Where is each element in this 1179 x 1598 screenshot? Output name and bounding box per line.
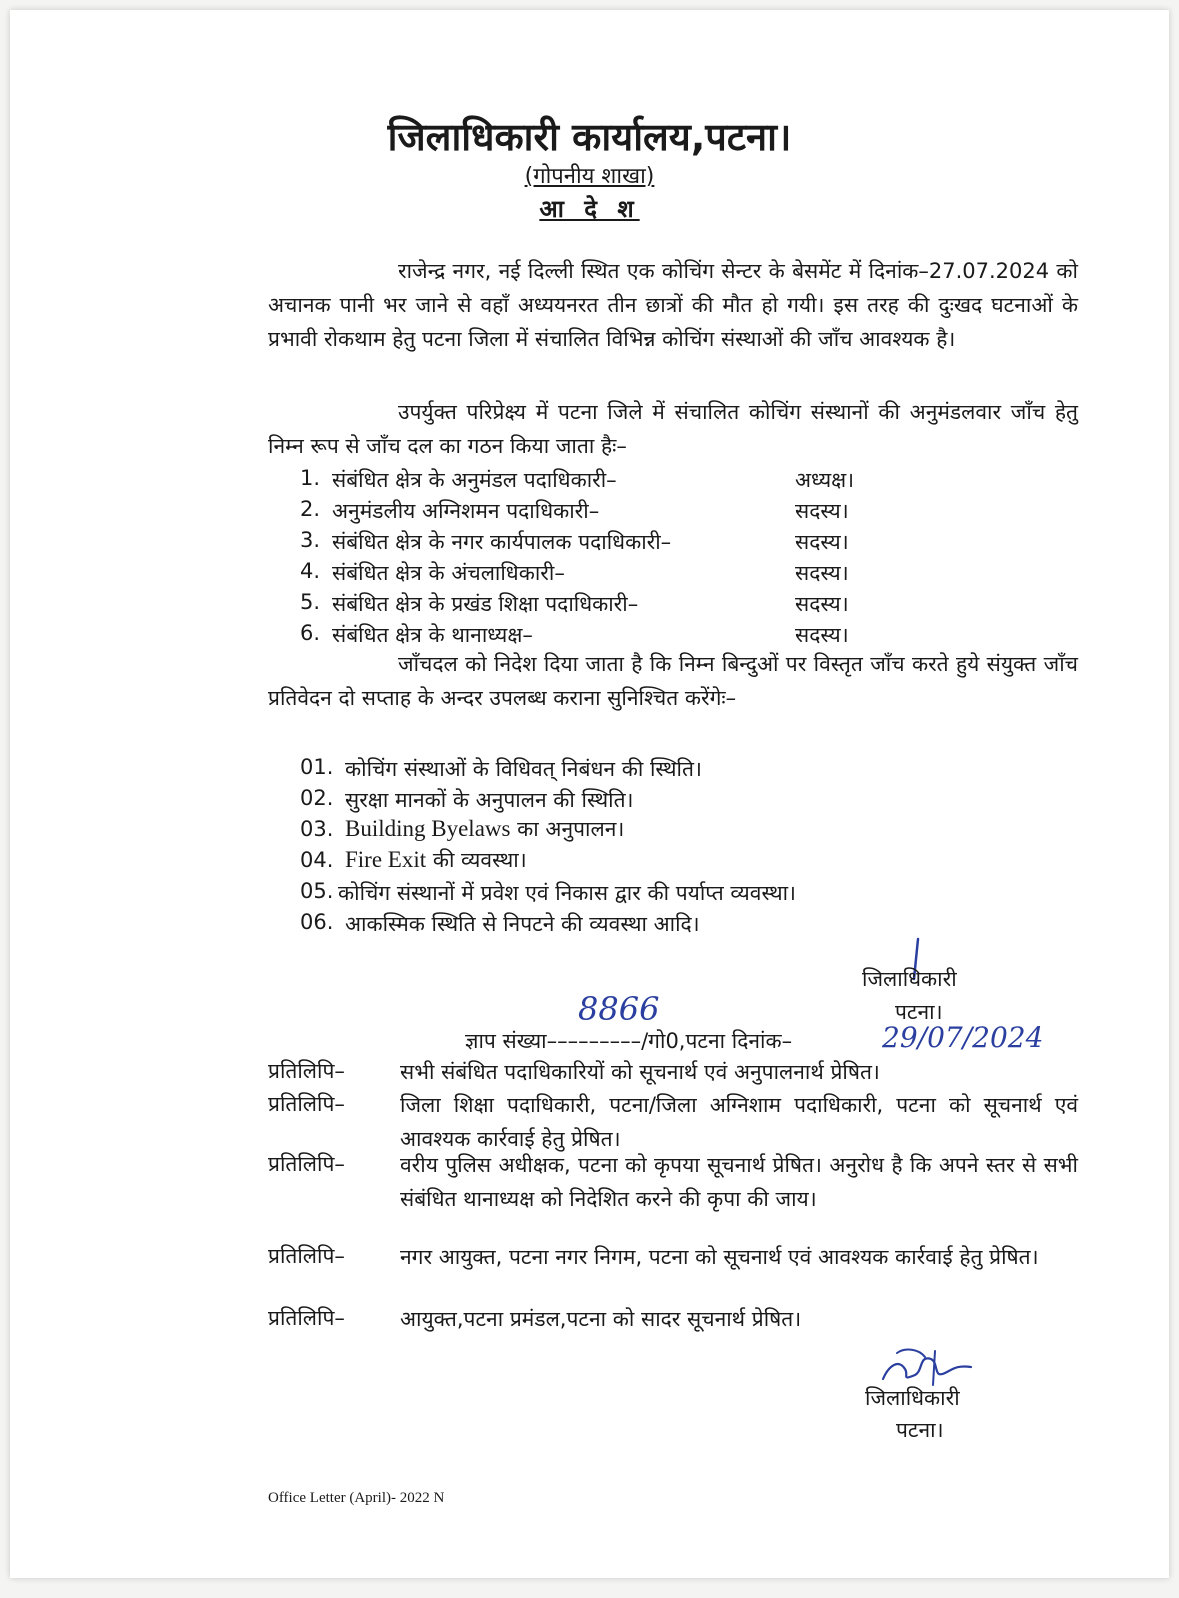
team-member: संबंधित क्षेत्र के प्रखंड शिक्षा पदाधिकारी–	[332, 592, 639, 616]
team-member: संबंधित क्षेत्र के अनुमंडल पदाधिकारी–	[332, 468, 617, 492]
team-member: अनुमंडलीय अग्निशमन पदाधिकारी–	[332, 499, 600, 523]
branch-subtitle: (गोपनीय शाखा)	[524, 164, 655, 189]
copy-text: सभी संबंधित पदाधिकारियों को सूचनार्थ एवं अनुपालनार्थ प्रेषित।	[400, 1060, 880, 1084]
team-member: संबंधित क्षेत्र के थानाध्यक्ष–	[332, 623, 533, 647]
team-num: 6.	[300, 621, 321, 645]
signatory-place: पटना।	[896, 1418, 944, 1442]
memo-line: ज्ञाप संख्या–––––––––/गो0,पटना दिनांक–	[465, 1029, 793, 1053]
copy-label: प्रतिलिपि–	[268, 1306, 345, 1330]
signatory-designation: जिलाधिकारी	[865, 1386, 960, 1410]
team-num: 2.	[300, 497, 321, 521]
team-member: संबंधित क्षेत्र के नगर कार्यपालक पदाधिकारी–	[332, 530, 672, 554]
point-item: Fire Exit की व्यवस्था।	[345, 847, 527, 872]
point-num: 01.	[300, 755, 334, 779]
signatory-place: पटना।	[895, 1000, 943, 1024]
point-num: 04.	[300, 848, 334, 872]
point-item: सुरक्षा मानकों के अनुपालन की स्थिति।	[345, 788, 634, 812]
memo-date: 29/07/2024	[882, 1021, 1044, 1054]
copy-label: प्रतिलिपि–	[268, 1244, 345, 1268]
copy-text: वरीय पुलिस अधीक्षक, पटना को कृपया सूचनार्थ प्रेषित। अनुरोध है कि अपने स्तर से सभी संबंधित थानाध्यक्ष को निदेशित करने की कृपा की जाय।	[400, 1153, 1078, 1211]
team-role: सदस्य।	[795, 499, 849, 523]
team-num: 5.	[300, 590, 321, 614]
team-role: सदस्य।	[795, 530, 849, 554]
point-num: 02.	[300, 786, 334, 810]
point-num: 03.	[300, 817, 334, 841]
point-item: कोचिंग संस्थाओं के विधिवत् निबंधन की स्थिति।	[345, 757, 702, 781]
point-num: 06.	[300, 910, 334, 934]
team-role: सदस्य।	[795, 592, 849, 616]
team-role: अध्यक्ष।	[795, 468, 855, 492]
team-role: सदस्य।	[795, 623, 849, 647]
copy-label: प्रतिलिपि–	[268, 1092, 345, 1116]
team-num: 4.	[300, 559, 321, 583]
footer-note: Office Letter (April)- 2022 N	[268, 1490, 445, 1506]
memo-number: 8866	[578, 990, 660, 1028]
team-role: सदस्य।	[795, 561, 849, 585]
point-item: Building Byelaws का अनुपालन।	[345, 816, 625, 841]
copy-text: नगर आयुक्त, पटना नगर निगम, पटना को सूचनार्थ एवं आवश्यक कार्रवाई हेतु प्रेषित।	[400, 1245, 1039, 1269]
order-heading: आ दे श	[539, 195, 640, 223]
signatory-designation: जिलाधिकारी	[862, 967, 957, 991]
copy-label: प्रतिलिपि–	[268, 1059, 345, 1083]
team-num: 3.	[300, 528, 321, 552]
office-title: जिलाधिकारी कार्यालय,पटना।	[387, 115, 792, 159]
copy-text: जिला शिक्षा पदाधिकारी, पटना/जिला अग्निशाम पदाधिकारी, पटना को सूचनार्थ एवं आवश्यक कार्रवाई हेतु प्रेषित।	[400, 1093, 1078, 1151]
team-num: 1.	[300, 466, 321, 490]
point-num: 05.	[300, 879, 334, 903]
intro-paragraph: राजेन्द्र नगर, नई दिल्ली स्थित एक कोचिंग सेन्टर के बेसमेंट में दिनांक–27.07.2024 को अचानक पानी भर जाने से वहाँ अध्ययनरत तीन छात्रों की मौत हो गयी। इस तरह की दुःखद घटनाओं के प्रभावी रोकथाम हेतु पटना जिला में संचालित विभिन्न कोचिंग संस्थाओं की जाँच आवश्यक है।	[268, 259, 1078, 351]
point-item: कोचिंग संस्थानों में प्रवेश एवं निकास द्वार की पर्याप्त व्यवस्था।	[338, 881, 797, 905]
point-item: आकस्मिक स्थिति से निपटने की व्यवस्था आदि।	[345, 912, 700, 936]
copy-text: आयुक्त,पटना प्रमंडल,पटना को सादर सूचनार्थ प्रेषित।	[400, 1307, 802, 1331]
team-member: संबंधित क्षेत्र के अंचलाधिकारी–	[332, 561, 565, 585]
team-paragraph: उपर्युक्त परिप्रेक्ष्य में पटना जिले में संचालित कोचिंग संस्थानों की अनुमंडलवार जाँच हेतु निम्न रूप से जाँच दल का गठन किया जाता हैः–	[268, 400, 1078, 458]
copy-label: प्रतिलिपि–	[268, 1152, 345, 1176]
instruction-paragraph: जाँचदल को निदेश दिया जाता है कि निम्न बिन्दुओं पर विस्तृत जाँच करते हुये संयुक्त जाँच प्रतिवेदन दो सप्ताह के अन्दर उपलब्ध कराना सुनिश्चित करेंगेः–	[268, 652, 1078, 710]
order-document	[10, 10, 1169, 1578]
